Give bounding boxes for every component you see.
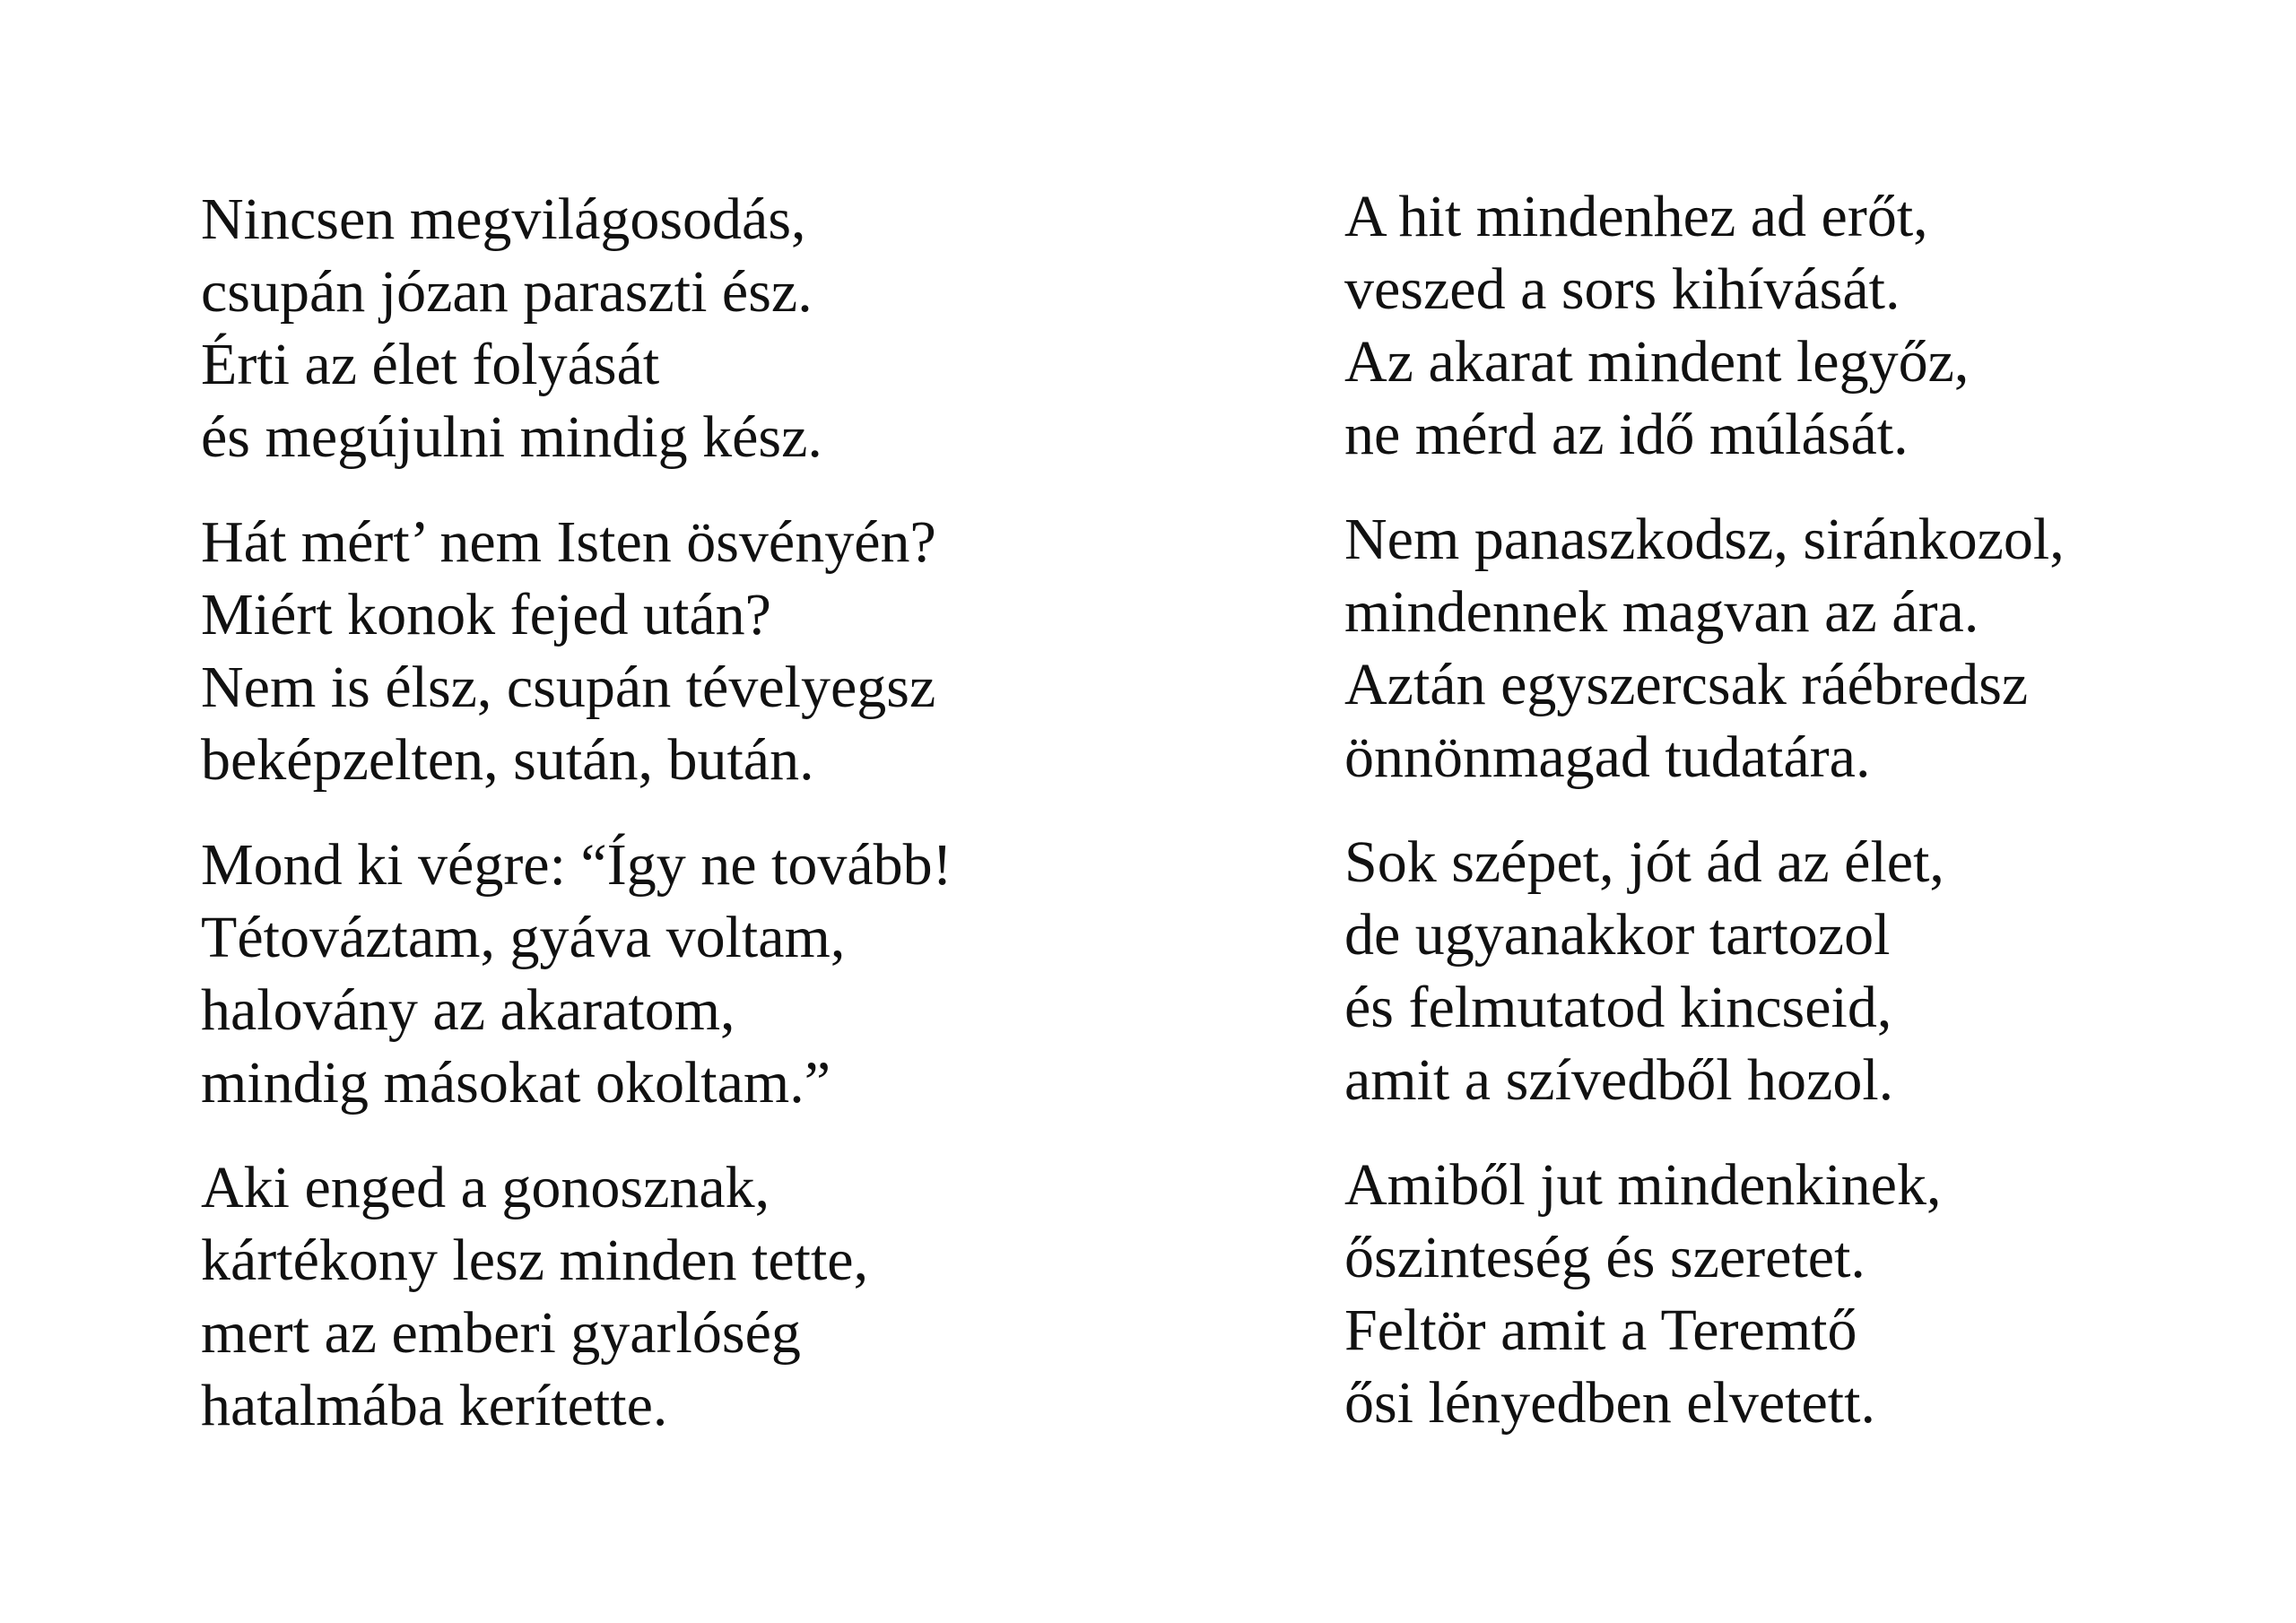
poem-line: Aki enged a gonosznak,: [201, 1155, 770, 1220]
poem-line: Tétováztam, gyáva voltam,: [201, 905, 846, 970]
poem-line: csupán józan paraszti ész.: [201, 259, 813, 325]
poem-line: Amiből jut mindenkinek,: [1344, 1152, 1942, 1218]
stanza: [201, 183, 1098, 473]
poem-line: önnönmagad tudatára.: [1344, 725, 1871, 790]
poem-line: Az akarat mindent legyőz,: [1344, 329, 1970, 395]
poem-line: mindig másokat okoltam.”: [201, 1050, 831, 1115]
poem-line: és megújulni mindig kész.: [201, 404, 822, 470]
poem-line: amit a szívedből hozol.: [1344, 1047, 1894, 1113]
poem-line: Sok szépet, jót ád az élet,: [1344, 829, 1944, 895]
poem-line: beképzelten, sután, bután.: [201, 727, 814, 793]
right-poem-column: [1344, 180, 2241, 1471]
poem-line: mert az emberi gyarlóség: [201, 1300, 801, 1366]
poem-line: ne mérd az idő múlását.: [1344, 402, 1909, 467]
stanza: [201, 829, 1098, 1119]
poem-line: Érti az élet folyását: [201, 332, 660, 397]
poem-line: ősi lényedben elvetett.: [1344, 1370, 1875, 1436]
poem-line: Miért konok fejed után?: [201, 582, 771, 647]
poem-line: őszinteség és szeretet.: [1344, 1225, 1866, 1290]
poem-line: Hát mért’ nem Isten ösvényén?: [201, 509, 936, 575]
poem-line: és felmutatod kincseid,: [1344, 975, 1892, 1040]
stanza: [1344, 1149, 2241, 1439]
poem-line: veszed a sors kihívását.: [1344, 256, 1900, 322]
poem-line: Mond ki végre: “Így ne tovább!: [201, 832, 952, 898]
poem-line: kártékony lesz minden tette,: [201, 1228, 869, 1293]
poem-line: hatalmába kerítette.: [201, 1373, 668, 1438]
poem-line: Aztán egyszercsak ráébredsz: [1344, 652, 2029, 717]
poem-line: mindennek magvan az ára.: [1344, 579, 1979, 645]
poem-line: halovány az akaratom,: [201, 977, 735, 1043]
stanza: [1344, 826, 2241, 1116]
left-poem-column: [201, 183, 1098, 1474]
stanza: [1344, 503, 2241, 794]
poem-line: Nem panaszkodsz, siránkozol,: [1344, 507, 2065, 572]
poem-line: Nincsen megvilágosodás,: [201, 187, 806, 252]
stanza: [201, 1151, 1098, 1442]
poem-line: A hit mindenhez ad erőt,: [1344, 184, 1928, 249]
stanza: [201, 506, 1098, 796]
stanza: [1344, 180, 2241, 471]
poem-line: Feltör amit a Teremtő: [1344, 1298, 1857, 1363]
poem-line: de ugyanakkor tartozol: [1344, 902, 1891, 968]
poem-line: Nem is élsz, csupán tévelyegsz: [201, 655, 936, 720]
